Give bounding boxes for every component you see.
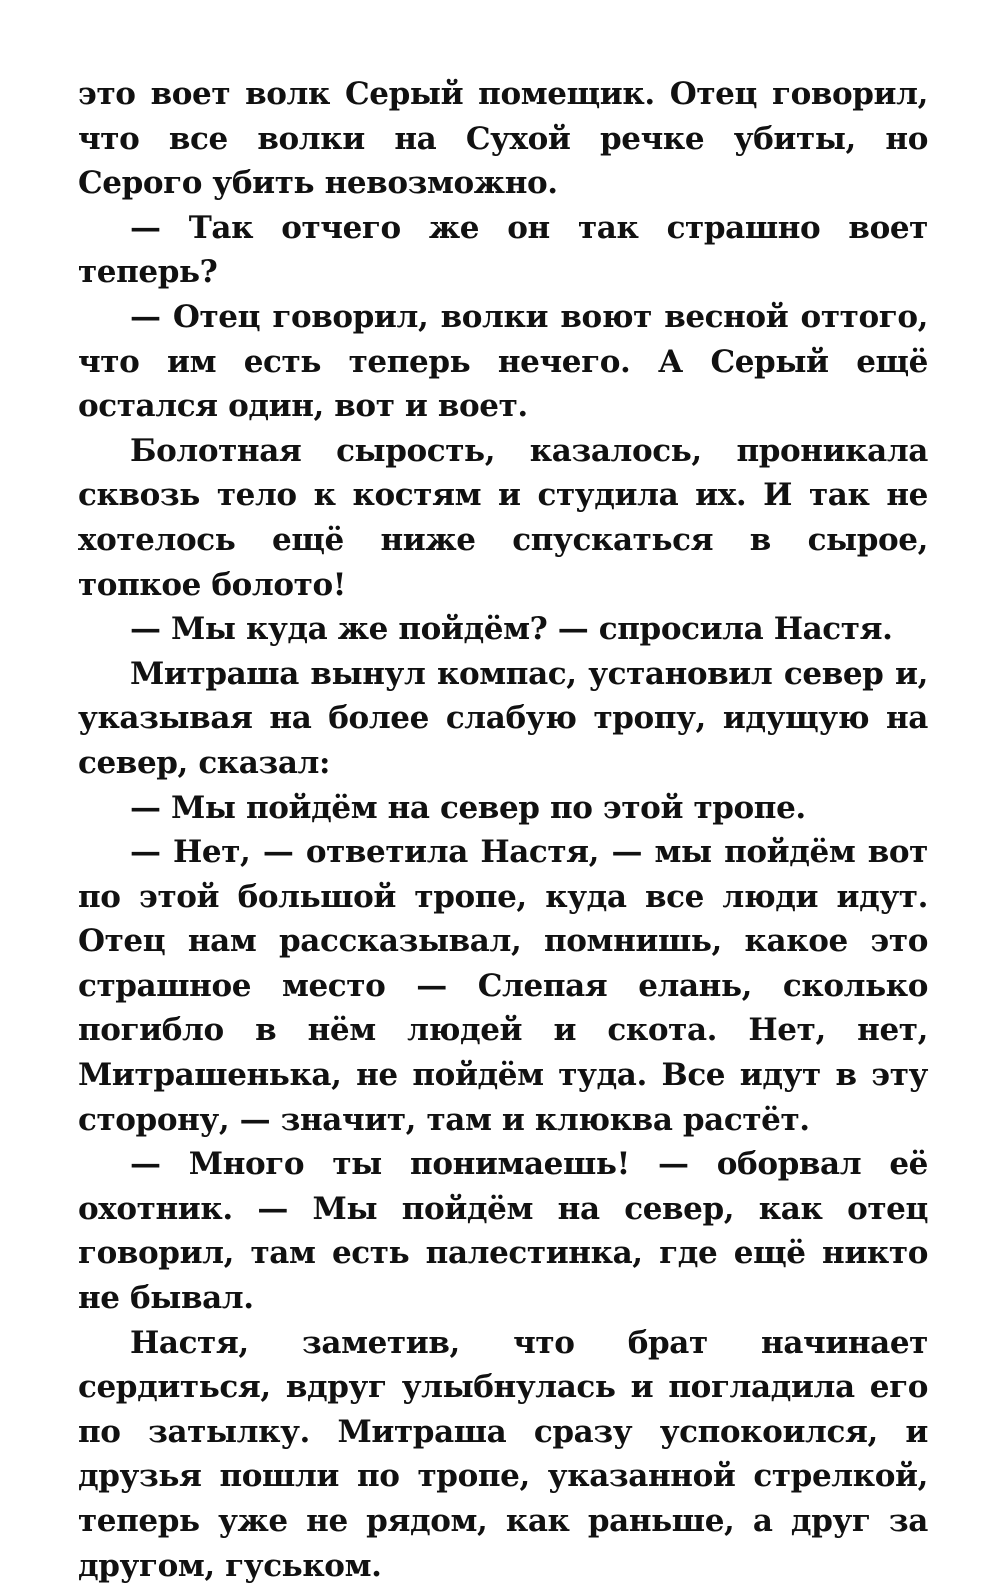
paragraph-8: — Нет, — ответила Настя, — мы пойдём вот по этой большой тропе, куда все люди идут. Отец нам рассказывал, помнишь, какое это страшное место — Слепая елань, сколько погибло в нём людей и скота. Нет, нет, Митрашенька, не пойдём туда. Все идут в эту сторону, — значит, там и клюква растёт. [78, 834, 928, 1138]
paragraph-4: Болотная сырость, казалось, проникала сквозь тело к костям и студила их. И так не хотелось ещё ниже спускаться в сырое, топкое болото! [78, 432, 928, 603]
paragraph-2: — Так отчего же он так страшно воет теперь? [78, 209, 928, 291]
paragraph-10: Настя, заметив, что брат начинает сердиться, вдруг улыбнулась и погладила его по затылку. Митраша сразу успокоился, и друзья пошли по тропе, указанной стрелкой, теперь уже не рядом, как раньше, а друг за другом, гуськом. [78, 1324, 928, 1584]
paragraph-1: это воет волк Серый помещик. Отец говорил, что все волки на Сухой речке убиты, но Серого убить невозможно. [78, 76, 928, 202]
paragraph-3: — Отец говорил, волки воют весной оттого, что им есть теперь нечего. А Серый ещё остался один, вот и воет. [78, 298, 928, 425]
paragraph-7: — Мы пойдём на север по этой тропе. [130, 789, 806, 826]
paragraph-6: Митраша вынул компас, установил север и, указывая на более слабую тропу, идущую на север, сказал: [78, 655, 928, 781]
paragraph-5: — Мы куда же пойдём? — спросила Настя. [130, 611, 893, 648]
book-page-text [78, 72, 928, 1588]
paragraph-9: — Много ты понимаешь! — оборвал её охотник. — Мы пойдём на север, как отец говорил, там есть палестинка, где ещё никто не бывал. [78, 1146, 928, 1317]
